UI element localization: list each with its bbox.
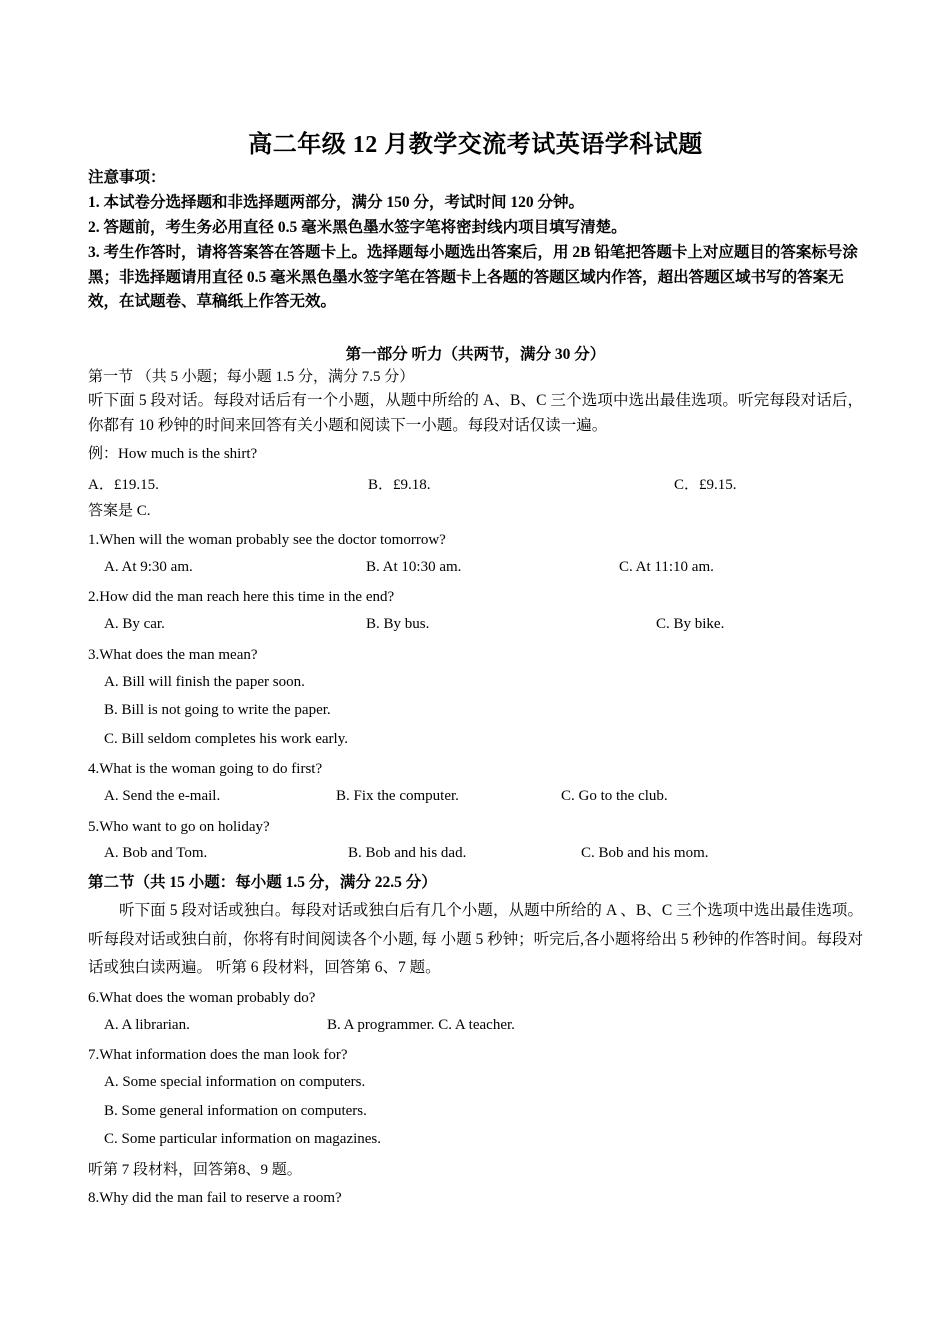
- notes-heading: 注意事项：: [88, 169, 166, 186]
- q7-option-c: C. Some particular information on magazines.: [104, 1131, 382, 1147]
- q5-option-a: A. Bob and Tom.: [104, 845, 208, 861]
- q7-option-b: B. Some general information on computers.: [104, 1103, 367, 1119]
- q3-option-b: B. Bill is not going to write the paper.: [104, 702, 331, 718]
- example-question: 例：How much is the shirt?: [88, 446, 258, 462]
- question-6: 6.What does the woman probably do?: [88, 990, 316, 1006]
- q1-option-b: B. At 10:30 am.: [366, 559, 462, 575]
- q6-option-a: A. A librarian.: [104, 1017, 190, 1033]
- q4-option-b: B. Fix the computer.: [336, 788, 459, 804]
- section1-instructions: 听下面 5 段对话。每段对话后有一个小题，从题中所给的 A、B、C 三个选项中选出最佳选项。听完每段对话后，你都有 10 秒钟的时间来回答有关小题和阅读下一小题。每段对话仅读一遍。: [88, 392, 863, 434]
- q5-option-b: B. Bob and his dad.: [348, 845, 467, 861]
- q4-option-a: A. Send the e-mail.: [104, 788, 221, 804]
- example-option-c: C．£9.15.: [674, 477, 737, 493]
- q2-option-c: C. By bike.: [656, 616, 725, 632]
- exam-title: 高二年级 12 月教学交流考试英语学科试题: [248, 132, 703, 158]
- part1-heading: 第一部分 听力（共两节，满分 30 分）: [345, 346, 606, 363]
- notes-item-2: 2. 答题前，考生务必用直径 0.5 毫米黑色墨水签字笔将密封线内项目填写清楚。: [88, 219, 627, 236]
- q5-option-c: C. Bob and his mom.: [581, 845, 709, 861]
- notes-item-3: 3. 考生作答时，请将答案答在答题卡上。选择题每小题选出答案后，用 2B 铅笔把答题卡上对应题目的答案标号涂黑；非选择题请用直径 0.5 毫米黑色墨水签字笔在答题卡上各题的答题区域内作答，超出答题区域书写的答案无效，在试题卷、草稿纸上作答无效。: [88, 244, 858, 310]
- q3-option-c: C. Bill seldom completes his work early.: [104, 731, 348, 747]
- question-4: 4.What is the woman going to do first?: [88, 761, 323, 777]
- example-answer: 答案是 C.: [88, 503, 151, 519]
- notes-item-1: 1. 本试卷分选择题和非选择题两部分，满分 150 分，考试时间 120 分钟。: [88, 194, 585, 211]
- q2-option-b: B. By bus.: [366, 616, 430, 632]
- question-3: 3.What does the man mean?: [88, 647, 258, 663]
- q6-option-bc: B. A programmer. C. A teacher.: [327, 1017, 515, 1033]
- question-8: 8.Why did the man fail to reserve a room?: [88, 1190, 342, 1206]
- section2-instructions: 听下面 5 段对话或独白。每段对话或独白后有几个小题，从题中所给的 A 、B、C 三个选项中选出最佳选项。听每段对话或独白前，你将有时间阅读各个小题, 每 小题 5 秒钟；听完后,各小题将给出 5 秒钟的作答时间。每段对话或独白读两遍。 听第 6 段材料，回答第 6、7 题。: [88, 902, 864, 976]
- section2-heading: 第二节（共 15 小题：每小题 1.5 分，满分 22.5 分）: [88, 874, 437, 891]
- q1-option-a: A. At 9:30 am.: [104, 559, 193, 575]
- question-5: 5.Who want to go on holiday?: [88, 819, 270, 835]
- question-7: 7.What information does the man look for?: [88, 1047, 348, 1063]
- q3-option-a: A. Bill will finish the paper soon.: [104, 674, 305, 690]
- q2-option-a: A. By car.: [104, 616, 165, 632]
- question-1: 1.When will the woman probably see the doctor tomorrow?: [88, 532, 446, 548]
- q4-option-c: C. Go to the club.: [561, 788, 668, 804]
- q1-option-c: C. At 11:10 am.: [619, 559, 714, 575]
- question-2: 2.How did the man reach here this time in the end?: [88, 589, 395, 605]
- q7-option-a: A. Some special information on computers.: [104, 1074, 366, 1090]
- example-option-b: B．£9.18.: [368, 477, 431, 493]
- example-option-a: A．£19.15.: [88, 477, 159, 493]
- material-7-note: 听第 7 段材料，回答第8、9 题。: [88, 1162, 302, 1178]
- section1-heading: 第一节 （共 5 小题；每小题 1.5 分，满分 7.5 分）: [88, 369, 415, 385]
